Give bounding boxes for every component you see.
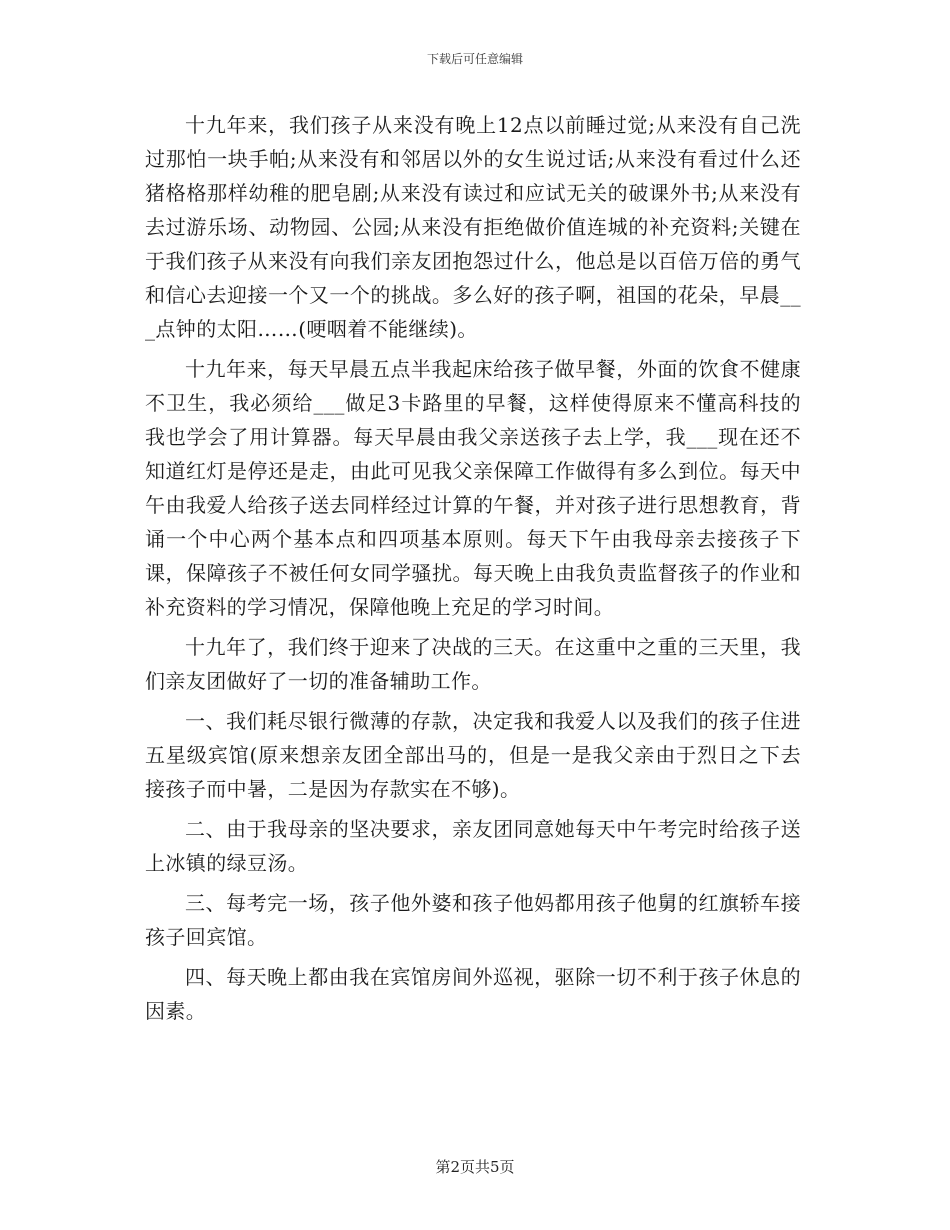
paragraph-3: 十九年了，我们终于迎来了决战的三天。在这重中之重的三天里，我们亲友团做好了一切的准备辅助工作。 xyxy=(145,635,801,693)
paragraph-5: 二、由于我母亲的坚决要求，亲友团同意她每天中午考完时给孩子送上冰镇的绿豆汤。 xyxy=(145,817,801,875)
page-number: 第2页共5页 xyxy=(435,1158,515,1176)
paragraph-1: 十九年来，我们孩子从来没有晚上12点以前睡过觉;从来没有自己洗过那怕一块手帕;从来没有和邻居以外的女生说过话;从来没有看过什么还猪格格那样幼稚的肥皂剧;从来没有读过和应试无关的破课外书;从来没有去过游乐场、动物园、公园;从来没有拒绝做价值连城的补充资料;关键在于我们孩子从来没有向我们亲友团抱怨过什么，他总是以百倍万倍的勇气和信心去迎接一个又一个的挑战。多么好的孩子啊，祖国的花朵，早晨___点钟的太阳……(哽咽着不能继续)。 xyxy=(145,113,801,341)
paragraph-4: 一、我们耗尽银行微薄的存款，决定我和我爱人以及我们的孩子住进五星级宾馆(原来想亲友团全部出马的，但是一是我父亲由于烈日之下去接孩子而中暑，二是因为存款实在不够)。 xyxy=(145,709,801,801)
document-body xyxy=(145,108,801,1034)
paragraph-2: 十九年来，每天早晨五点半我起床给孩子做早餐，外面的饮食不健康不卫生，我必须给___做足3卡路里的早餐，这样使得原来不懂高科技的我也学会了用计算器。每天早晨由我父亲送孩子去上学，我___现在还不知道红灯是停还是走，由此可见我父亲保障工作做得有多么到位。每天中午由我爱人给孩子送去同样经过计算的午餐，并对孩子进行思想教育，背诵一个中心两个基本点和四项基本原则。每天下午由我母亲去接孩子下课，保障孩子不被任何女同学骚扰。每天晚上由我负责监督孩子的作业和补充资料的学习情况，保障他晚上充足的学习时间。 xyxy=(145,357,801,619)
paragraph-6: 三、每考完一场，孩子他外婆和孩子他妈都用孩子他舅的红旗轿车接孩子回宾馆。 xyxy=(145,891,801,949)
page-header: 下载后可任意编辑 xyxy=(426,52,523,66)
paragraph-7: 四、每天晚上都由我在宾馆房间外巡视，驱除一切不利于孩子休息的因素。 xyxy=(145,965,801,1023)
